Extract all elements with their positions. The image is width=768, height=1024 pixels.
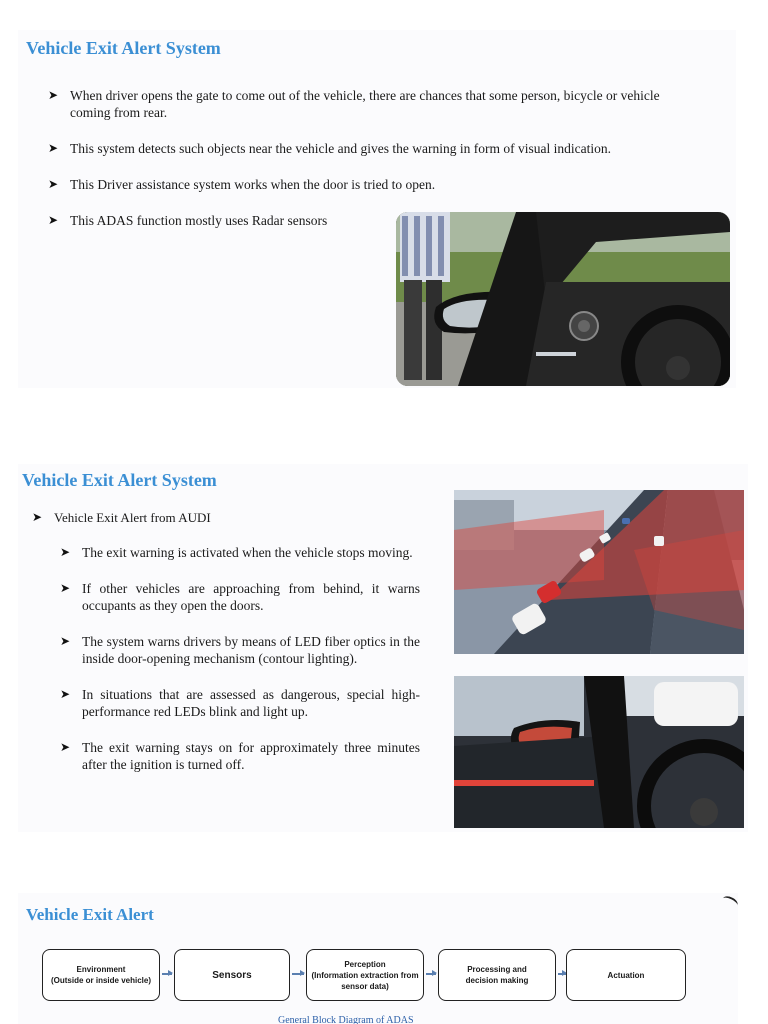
bullet-item: ➤ When driver opens the gate to come out of the vehicle, there are chances that some person, bicycle or vehicle coming from rear. xyxy=(48,88,660,120)
slide-title: Vehicle Exit Alert System xyxy=(26,38,221,58)
door-exit-photo xyxy=(396,212,730,386)
block-perception: Perception (Information extraction from sensor data) xyxy=(306,949,424,1001)
flow-arrow-icon xyxy=(162,973,172,975)
arrow-bullet-icon: ➤ xyxy=(60,687,71,701)
arrow-bullet-icon: ➤ xyxy=(60,545,71,559)
bullet-item: ➤ If other vehicles are approaching from behind, it warns occupants as they open the doors. xyxy=(60,581,420,613)
radar-zone-illustration xyxy=(454,490,744,654)
bullet-item: ➤ This ADAS function mostly uses Radar sensors xyxy=(48,213,328,228)
flow-arrow-icon xyxy=(558,973,566,975)
bullet-item: ➤ This system detects such objects near the vehicle and gives the warning in form of visual indication. xyxy=(48,141,611,156)
bullet-list xyxy=(32,510,211,526)
sub-bullet-list xyxy=(60,544,420,792)
diagram-caption[interactable]: General Block Diagram of ADAS xyxy=(278,1015,414,1024)
slide-title: Vehicle Exit Alert xyxy=(26,905,154,924)
bullet-item: ➤ The exit warning is activated when the vehicle stops moving. xyxy=(60,545,413,560)
slide-exit-alert-audi xyxy=(18,464,748,832)
arrow-bullet-icon: ➤ xyxy=(48,88,59,102)
arrow-bullet-icon: ➤ xyxy=(32,510,43,524)
block-environment: Environment (Outside or inside vehicle) xyxy=(42,949,160,1001)
block-sensors: Sensors xyxy=(174,949,290,1001)
flow-arrow-icon xyxy=(292,973,304,975)
arrow-bullet-icon: ➤ xyxy=(60,581,71,595)
bullet-item: ➤ The system warns drivers by means of LED fiber optics in the inside door-opening mechanism (contour lighting). xyxy=(60,634,420,666)
slide-title: Vehicle Exit Alert System xyxy=(22,470,217,490)
block-actuation: Actuation xyxy=(566,949,686,1001)
flow-arrow-icon xyxy=(426,973,436,975)
arrow-bullet-icon: ➤ xyxy=(48,177,59,191)
slide-adas-block-diagram xyxy=(18,893,738,1024)
bullet-item: ➤ The exit warning stays on for approximately three minutes after the ignition is turned off. xyxy=(60,740,420,772)
block-processing: Processing and decision making xyxy=(438,949,556,1001)
arrow-bullet-icon: ➤ xyxy=(60,740,71,754)
arrow-bullet-icon: ➤ xyxy=(60,634,71,648)
arrow-bullet-icon: ➤ xyxy=(48,141,59,155)
bullet-item: ➤ In situations that are assessed as dangerous, special high-performance red LEDs blink and light up. xyxy=(60,687,420,719)
curl-mark-icon xyxy=(721,894,740,910)
bullet-item: ➤ Vehicle Exit Alert from AUDI xyxy=(32,510,211,525)
arrow-bullet-icon: ➤ xyxy=(48,213,59,227)
bullet-item: ➤ This Driver assistance system works when the door is tried to open. xyxy=(48,177,436,192)
slide-exit-alert-intro xyxy=(18,30,736,388)
door-led-photo xyxy=(454,676,744,828)
